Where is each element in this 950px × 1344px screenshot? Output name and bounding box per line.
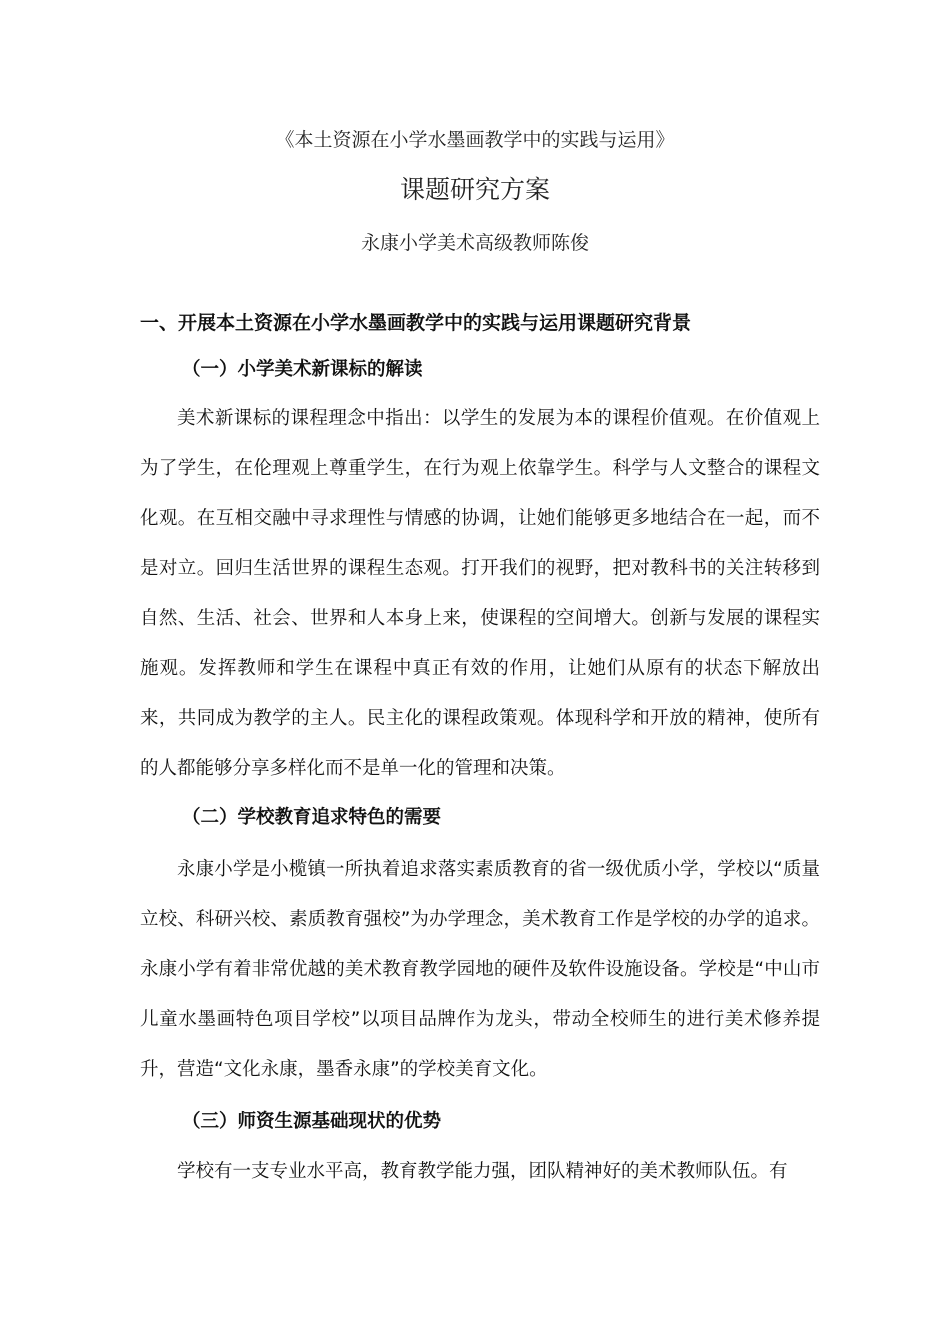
subsection-2-paragraph: 永康小学是小榄镇一所执着追求落实素质教育的省一级优质小学，学校以“质量立校、科研兴校、素质教育强校”为办学理念，美术教育工作是学校的办学的追求。永康小学有着非常优越的美术教育教学园地的硬件及软件设施设备。学校是“中山市儿童水墨画特色项目学校”以项目品牌作为龙头，带动全校师生的进行美术修养提升，营造“文化永康，墨香永康”的学校美育文化。 — [140, 859, 820, 1080]
document-title: 《本土资源在小学水墨画教学中的实践与运用》 — [275, 129, 675, 151]
subsection-2-heading: （二）学校教育追求特色的需要 — [182, 807, 442, 828]
subsection-3-paragraph: 学校有一支专业水平高，教育教学能力强，团队精神好的美术教师队伍。有 — [177, 1161, 788, 1182]
subsection-3-heading: （三）师资生源基础现状的优势 — [182, 1111, 442, 1132]
subsection-1-heading: （一）小学美术新课标的解读 — [182, 359, 423, 380]
document-author: 永康小学美术高级教师陈俊 — [360, 232, 589, 254]
section-1-heading: 一、开展本土资源在小学水墨画教学中的实践与运用课题研究背景 — [140, 312, 692, 334]
subsection-1-paragraph: 美术新课标的课程理念中指出：以学生的发展为本的课程价值观。在价值观上为了学生，在伦理观上尊重学生，在行为观上依靠学生。科学与人文整合的课程文化观。在互相交融中寻求理性与情感的协调，让她们能够更多地结合在一起，而不是对立。回归生活世界的课程生态观。打开我们的视野，把对教科书的关注转移到自然、生活、社会、世界和人本身上来，使课程的空间增大。创新与发展的课程实施观。发挥教师和学生在课程中真正有效的作用，让她们从原有的状态下解放出来，共同成为教学的主人。民主化的课程政策观。体现科学和开放的精神，使所有的人都能够分享多样化而不是单一化的管理和决策。 — [140, 408, 820, 779]
document-subtitle: 课题研究方案 — [399, 175, 550, 204]
